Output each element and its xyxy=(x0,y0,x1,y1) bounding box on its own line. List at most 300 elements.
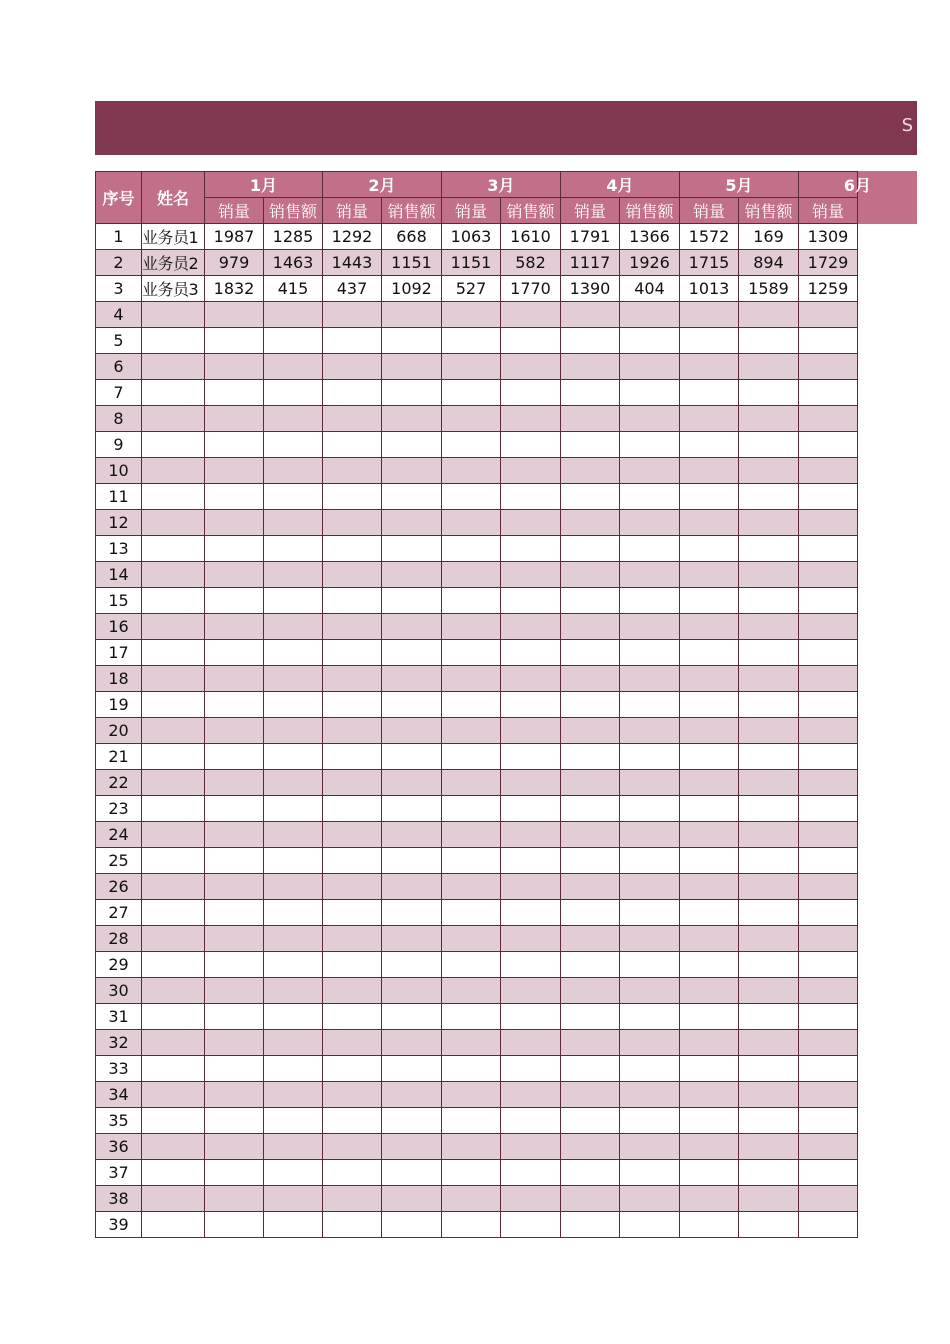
cell-qty[interactable] xyxy=(442,510,501,536)
cell-amount[interactable] xyxy=(620,406,680,432)
cell-amount[interactable] xyxy=(739,536,799,562)
cell-amount[interactable] xyxy=(501,458,561,484)
cell-name[interactable] xyxy=(142,640,205,666)
cell-amount[interactable] xyxy=(501,1082,561,1108)
cell-qty[interactable] xyxy=(680,1108,739,1134)
cell-seq[interactable]: 21 xyxy=(96,744,142,770)
cell-seq[interactable]: 25 xyxy=(96,848,142,874)
header-name[interactable]: 姓名 xyxy=(142,172,205,224)
cell-qty[interactable] xyxy=(205,796,264,822)
cell-amount[interactable] xyxy=(501,406,561,432)
cell-seq[interactable]: 37 xyxy=(96,1160,142,1186)
cell-qty[interactable]: 527 xyxy=(442,276,501,302)
cell-qty[interactable] xyxy=(680,900,739,926)
cell-amount[interactable] xyxy=(620,952,680,978)
cell-qty[interactable] xyxy=(323,718,382,744)
cell-qty[interactable] xyxy=(442,666,501,692)
cell-qty[interactable] xyxy=(323,1004,382,1030)
cell-amount[interactable] xyxy=(620,536,680,562)
cell-amount[interactable] xyxy=(501,614,561,640)
cell-amount[interactable] xyxy=(264,978,323,1004)
cell-name[interactable] xyxy=(142,848,205,874)
cell-amount[interactable] xyxy=(739,380,799,406)
cell-amount[interactable] xyxy=(382,1212,442,1238)
cell-amount[interactable] xyxy=(264,484,323,510)
cell-qty[interactable] xyxy=(561,406,620,432)
cell-name[interactable] xyxy=(142,588,205,614)
cell-seq[interactable]: 16 xyxy=(96,614,142,640)
cell-qty[interactable] xyxy=(205,380,264,406)
cell-amount[interactable] xyxy=(264,1160,323,1186)
cell-qty[interactable] xyxy=(323,978,382,1004)
cell-qty[interactable] xyxy=(561,692,620,718)
cell-qty[interactable] xyxy=(680,432,739,458)
cell-amount[interactable]: 1589 xyxy=(739,276,799,302)
cell-name[interactable] xyxy=(142,1212,205,1238)
cell-amount[interactable] xyxy=(382,562,442,588)
cell-amount[interactable] xyxy=(739,666,799,692)
header-amount[interactable]: 销售额 xyxy=(264,198,323,224)
cell-qty[interactable] xyxy=(561,484,620,510)
header-month-6[interactable] xyxy=(799,172,871,198)
cell-qty[interactable] xyxy=(442,302,501,328)
cell-amount[interactable] xyxy=(382,354,442,380)
cell-qty[interactable] xyxy=(442,1160,501,1186)
cell-qty[interactable] xyxy=(205,1108,264,1134)
cell-amount[interactable] xyxy=(739,562,799,588)
cell-qty[interactable] xyxy=(799,510,858,536)
cell-name[interactable] xyxy=(142,1056,205,1082)
cell-amount[interactable] xyxy=(264,406,323,432)
cell-qty[interactable] xyxy=(561,744,620,770)
cell-qty[interactable] xyxy=(561,1082,620,1108)
cell-amount[interactable] xyxy=(620,354,680,380)
cell-amount[interactable] xyxy=(501,718,561,744)
cell-qty[interactable] xyxy=(323,744,382,770)
cell-seq[interactable]: 30 xyxy=(96,978,142,1004)
cell-qty[interactable]: 1832 xyxy=(205,276,264,302)
cell-qty[interactable] xyxy=(442,926,501,952)
cell-qty[interactable]: 1151 xyxy=(442,250,501,276)
cell-qty[interactable] xyxy=(442,1082,501,1108)
cell-name[interactable] xyxy=(142,536,205,562)
cell-qty[interactable] xyxy=(205,1160,264,1186)
cell-qty[interactable] xyxy=(323,1212,382,1238)
cell-qty[interactable] xyxy=(323,536,382,562)
cell-amount[interactable]: 404 xyxy=(620,276,680,302)
cell-qty[interactable] xyxy=(799,666,858,692)
cell-qty[interactable] xyxy=(442,848,501,874)
cell-amount[interactable] xyxy=(382,588,442,614)
cell-amount[interactable] xyxy=(620,1134,680,1160)
cell-qty[interactable]: 437 xyxy=(323,276,382,302)
cell-amount[interactable] xyxy=(264,354,323,380)
cell-name[interactable] xyxy=(142,1108,205,1134)
cell-name[interactable] xyxy=(142,770,205,796)
cell-qty[interactable]: 1791 xyxy=(561,224,620,250)
cell-amount[interactable] xyxy=(739,588,799,614)
cell-qty[interactable] xyxy=(442,1186,501,1212)
cell-qty[interactable] xyxy=(799,1212,858,1238)
cell-qty[interactable] xyxy=(561,1134,620,1160)
cell-qty[interactable] xyxy=(323,588,382,614)
cell-qty[interactable] xyxy=(799,744,858,770)
cell-amount[interactable] xyxy=(501,484,561,510)
cell-seq[interactable]: 15 xyxy=(96,588,142,614)
cell-amount[interactable] xyxy=(501,1108,561,1134)
cell-name[interactable] xyxy=(142,1134,205,1160)
cell-qty[interactable]: 1117 xyxy=(561,250,620,276)
cell-amount[interactable] xyxy=(264,1056,323,1082)
cell-qty[interactable] xyxy=(561,510,620,536)
cell-seq[interactable]: 20 xyxy=(96,718,142,744)
cell-seq[interactable]: 26 xyxy=(96,874,142,900)
cell-amount[interactable]: 1463 xyxy=(264,250,323,276)
cell-name[interactable] xyxy=(142,380,205,406)
cell-amount[interactable] xyxy=(739,874,799,900)
cell-amount[interactable] xyxy=(382,900,442,926)
cell-amount[interactable] xyxy=(264,692,323,718)
cell-qty[interactable] xyxy=(205,744,264,770)
cell-qty[interactable] xyxy=(680,666,739,692)
cell-name[interactable] xyxy=(142,796,205,822)
cell-qty[interactable] xyxy=(799,874,858,900)
cell-amount[interactable] xyxy=(382,406,442,432)
cell-amount[interactable] xyxy=(382,770,442,796)
cell-qty[interactable] xyxy=(799,926,858,952)
cell-qty[interactable] xyxy=(561,458,620,484)
cell-qty[interactable] xyxy=(680,406,739,432)
cell-amount[interactable]: 668 xyxy=(382,224,442,250)
cell-amount[interactable] xyxy=(501,536,561,562)
cell-amount[interactable] xyxy=(501,432,561,458)
cell-qty[interactable] xyxy=(799,354,858,380)
header-seq[interactable]: 序号 xyxy=(96,172,142,224)
cell-amount[interactable] xyxy=(739,1082,799,1108)
cell-seq[interactable]: 22 xyxy=(96,770,142,796)
cell-amount[interactable] xyxy=(739,952,799,978)
cell-seq[interactable]: 14 xyxy=(96,562,142,588)
cell-name[interactable]: 业务员1 xyxy=(142,224,205,250)
cell-qty[interactable] xyxy=(799,900,858,926)
cell-amount[interactable] xyxy=(264,770,323,796)
cell-qty[interactable] xyxy=(680,1056,739,1082)
cell-qty[interactable] xyxy=(205,562,264,588)
cell-amount[interactable] xyxy=(264,1212,323,1238)
cell-qty[interactable] xyxy=(442,536,501,562)
cell-qty[interactable] xyxy=(561,822,620,848)
cell-qty[interactable] xyxy=(323,354,382,380)
cell-qty[interactable] xyxy=(799,484,858,510)
cell-seq[interactable]: 17 xyxy=(96,640,142,666)
cell-amount[interactable] xyxy=(382,614,442,640)
cell-amount[interactable]: 1092 xyxy=(382,276,442,302)
cell-qty[interactable] xyxy=(442,692,501,718)
cell-qty[interactable] xyxy=(442,354,501,380)
cell-qty[interactable] xyxy=(323,484,382,510)
cell-qty[interactable] xyxy=(205,770,264,796)
cell-qty[interactable] xyxy=(561,926,620,952)
cell-amount[interactable] xyxy=(264,536,323,562)
cell-qty[interactable] xyxy=(205,978,264,1004)
cell-seq[interactable]: 12 xyxy=(96,510,142,536)
cell-amount[interactable] xyxy=(620,458,680,484)
cell-amount[interactable]: 1610 xyxy=(501,224,561,250)
cell-amount[interactable] xyxy=(739,926,799,952)
cell-seq[interactable]: 34 xyxy=(96,1082,142,1108)
cell-qty[interactable] xyxy=(205,302,264,328)
cell-qty[interactable] xyxy=(799,1160,858,1186)
cell-amount[interactable] xyxy=(264,1108,323,1134)
cell-qty[interactable]: 1259 xyxy=(799,276,858,302)
cell-amount[interactable] xyxy=(620,926,680,952)
cell-qty[interactable] xyxy=(680,978,739,1004)
cell-amount[interactable] xyxy=(264,432,323,458)
cell-name[interactable] xyxy=(142,1082,205,1108)
cell-qty[interactable] xyxy=(680,1004,739,1030)
cell-amount[interactable] xyxy=(501,952,561,978)
cell-qty[interactable] xyxy=(205,354,264,380)
cell-seq[interactable]: 19 xyxy=(96,692,142,718)
cell-seq[interactable]: 36 xyxy=(96,1134,142,1160)
cell-amount[interactable] xyxy=(501,302,561,328)
cell-amount[interactable] xyxy=(620,1056,680,1082)
cell-amount[interactable] xyxy=(501,588,561,614)
cell-amount[interactable] xyxy=(382,796,442,822)
cell-amount[interactable] xyxy=(382,380,442,406)
cell-seq[interactable]: 38 xyxy=(96,1186,142,1212)
cell-amount[interactable] xyxy=(382,328,442,354)
cell-qty[interactable] xyxy=(680,484,739,510)
cell-qty[interactable] xyxy=(205,1186,264,1212)
cell-qty[interactable] xyxy=(680,458,739,484)
cell-amount[interactable] xyxy=(739,1212,799,1238)
cell-seq[interactable]: 27 xyxy=(96,900,142,926)
cell-qty[interactable] xyxy=(205,458,264,484)
cell-qty[interactable] xyxy=(323,952,382,978)
cell-seq[interactable]: 4 xyxy=(96,302,142,328)
cell-qty[interactable]: 1390 xyxy=(561,276,620,302)
cell-name[interactable] xyxy=(142,484,205,510)
cell-amount[interactable] xyxy=(739,302,799,328)
cell-qty[interactable] xyxy=(680,640,739,666)
cell-qty[interactable] xyxy=(680,874,739,900)
cell-amount[interactable] xyxy=(739,978,799,1004)
cell-amount[interactable] xyxy=(501,744,561,770)
cell-amount[interactable]: 169 xyxy=(739,224,799,250)
cell-qty[interactable] xyxy=(442,1134,501,1160)
cell-amount[interactable] xyxy=(739,1056,799,1082)
cell-amount[interactable] xyxy=(264,614,323,640)
cell-amount[interactable] xyxy=(620,770,680,796)
cell-qty[interactable] xyxy=(680,822,739,848)
cell-qty[interactable] xyxy=(205,484,264,510)
cell-qty[interactable]: 1572 xyxy=(680,224,739,250)
cell-qty[interactable] xyxy=(205,406,264,432)
header-qty[interactable]: 销量 xyxy=(205,198,264,224)
cell-amount[interactable] xyxy=(620,718,680,744)
cell-qty[interactable] xyxy=(680,796,739,822)
cell-qty[interactable] xyxy=(561,718,620,744)
cell-qty[interactable] xyxy=(205,510,264,536)
cell-name[interactable] xyxy=(142,432,205,458)
cell-amount[interactable] xyxy=(739,510,799,536)
cell-qty[interactable] xyxy=(442,978,501,1004)
cell-amount[interactable] xyxy=(501,848,561,874)
header-month-2[interactable]: 2月 xyxy=(323,172,442,198)
cell-amount[interactable] xyxy=(501,354,561,380)
cell-amount[interactable]: 415 xyxy=(264,276,323,302)
cell-amount[interactable] xyxy=(739,770,799,796)
cell-qty[interactable] xyxy=(799,1108,858,1134)
cell-amount[interactable] xyxy=(501,1160,561,1186)
cell-name[interactable] xyxy=(142,354,205,380)
cell-name[interactable] xyxy=(142,744,205,770)
cell-amount[interactable] xyxy=(620,1030,680,1056)
cell-qty[interactable] xyxy=(442,458,501,484)
cell-seq[interactable]: 8 xyxy=(96,406,142,432)
cell-amount[interactable] xyxy=(501,328,561,354)
cell-qty[interactable] xyxy=(561,666,620,692)
cell-qty[interactable] xyxy=(323,640,382,666)
cell-amount[interactable] xyxy=(739,354,799,380)
cell-qty[interactable] xyxy=(561,354,620,380)
cell-amount[interactable] xyxy=(501,562,561,588)
cell-name[interactable] xyxy=(142,718,205,744)
cell-amount[interactable] xyxy=(264,328,323,354)
cell-qty[interactable] xyxy=(799,822,858,848)
cell-qty[interactable] xyxy=(799,718,858,744)
cell-amount[interactable] xyxy=(739,432,799,458)
cell-qty[interactable] xyxy=(205,614,264,640)
cell-amount[interactable] xyxy=(620,328,680,354)
cell-name[interactable] xyxy=(142,900,205,926)
cell-amount[interactable] xyxy=(620,796,680,822)
cell-amount[interactable]: 1151 xyxy=(382,250,442,276)
cell-seq[interactable]: 5 xyxy=(96,328,142,354)
cell-amount[interactable] xyxy=(620,1082,680,1108)
cell-qty[interactable] xyxy=(799,1056,858,1082)
header-amount[interactable]: 销售额 xyxy=(501,198,561,224)
cell-qty[interactable]: 1309 xyxy=(799,224,858,250)
cell-amount[interactable] xyxy=(620,614,680,640)
cell-qty[interactable] xyxy=(323,822,382,848)
cell-qty[interactable] xyxy=(205,666,264,692)
cell-amount[interactable] xyxy=(501,1004,561,1030)
cell-qty[interactable] xyxy=(561,614,620,640)
cell-qty[interactable] xyxy=(323,926,382,952)
cell-amount[interactable] xyxy=(739,328,799,354)
cell-name[interactable] xyxy=(142,874,205,900)
cell-qty[interactable] xyxy=(561,328,620,354)
cell-amount[interactable] xyxy=(382,822,442,848)
cell-name[interactable] xyxy=(142,926,205,952)
cell-amount[interactable] xyxy=(620,1004,680,1030)
cell-amount[interactable] xyxy=(264,458,323,484)
cell-amount[interactable] xyxy=(620,380,680,406)
header-amount[interactable]: 销售额 xyxy=(382,198,442,224)
cell-qty[interactable] xyxy=(442,562,501,588)
cell-amount[interactable] xyxy=(382,458,442,484)
cell-qty[interactable] xyxy=(442,614,501,640)
cell-amount[interactable] xyxy=(739,718,799,744)
cell-qty[interactable] xyxy=(561,302,620,328)
cell-amount[interactable] xyxy=(382,1108,442,1134)
cell-qty[interactable] xyxy=(205,848,264,874)
cell-amount[interactable] xyxy=(501,1134,561,1160)
cell-amount[interactable] xyxy=(382,952,442,978)
cell-qty[interactable] xyxy=(442,822,501,848)
cell-amount[interactable] xyxy=(382,692,442,718)
cell-qty[interactable] xyxy=(799,406,858,432)
cell-qty[interactable]: 1715 xyxy=(680,250,739,276)
cell-qty[interactable] xyxy=(323,406,382,432)
cell-qty[interactable] xyxy=(799,952,858,978)
cell-qty[interactable] xyxy=(799,692,858,718)
cell-amount[interactable] xyxy=(739,848,799,874)
cell-qty[interactable] xyxy=(799,770,858,796)
cell-qty[interactable] xyxy=(205,692,264,718)
cell-qty[interactable] xyxy=(323,692,382,718)
cell-qty[interactable] xyxy=(799,302,858,328)
cell-qty[interactable] xyxy=(442,588,501,614)
cell-qty[interactable] xyxy=(680,1030,739,1056)
cell-name[interactable] xyxy=(142,952,205,978)
header-month-1[interactable]: 1月 xyxy=(205,172,323,198)
cell-qty[interactable] xyxy=(799,432,858,458)
header-qty[interactable]: 销量 xyxy=(561,198,620,224)
cell-seq[interactable]: 31 xyxy=(96,1004,142,1030)
cell-amount[interactable] xyxy=(739,1160,799,1186)
cell-qty[interactable] xyxy=(323,1108,382,1134)
cell-qty[interactable] xyxy=(323,1186,382,1212)
cell-qty[interactable] xyxy=(680,926,739,952)
cell-qty[interactable] xyxy=(561,1108,620,1134)
cell-amount[interactable] xyxy=(501,900,561,926)
cell-qty[interactable] xyxy=(680,718,739,744)
cell-qty[interactable] xyxy=(323,848,382,874)
cell-qty[interactable] xyxy=(799,848,858,874)
cell-qty[interactable] xyxy=(561,1004,620,1030)
cell-qty[interactable] xyxy=(442,380,501,406)
cell-amount[interactable] xyxy=(501,1056,561,1082)
cell-qty[interactable] xyxy=(680,1186,739,1212)
cell-name[interactable] xyxy=(142,614,205,640)
cell-qty[interactable] xyxy=(442,770,501,796)
cell-seq[interactable]: 2 xyxy=(96,250,142,276)
header-month-3[interactable]: 3月 xyxy=(442,172,561,198)
cell-amount[interactable] xyxy=(264,744,323,770)
header-qty[interactable]: 销量 xyxy=(323,198,382,224)
cell-amount[interactable] xyxy=(620,588,680,614)
cell-amount[interactable] xyxy=(739,822,799,848)
cell-qty[interactable] xyxy=(561,562,620,588)
cell-qty[interactable] xyxy=(205,718,264,744)
cell-name[interactable] xyxy=(142,328,205,354)
cell-qty[interactable] xyxy=(205,874,264,900)
cell-qty[interactable] xyxy=(323,666,382,692)
cell-amount[interactable] xyxy=(739,796,799,822)
cell-name[interactable] xyxy=(142,666,205,692)
cell-amount[interactable]: 894 xyxy=(739,250,799,276)
cell-amount[interactable] xyxy=(739,614,799,640)
cell-qty[interactable] xyxy=(323,432,382,458)
cell-qty[interactable] xyxy=(205,1212,264,1238)
cell-qty[interactable] xyxy=(323,458,382,484)
cell-amount[interactable] xyxy=(739,640,799,666)
cell-amount[interactable] xyxy=(501,770,561,796)
cell-amount[interactable] xyxy=(382,978,442,1004)
